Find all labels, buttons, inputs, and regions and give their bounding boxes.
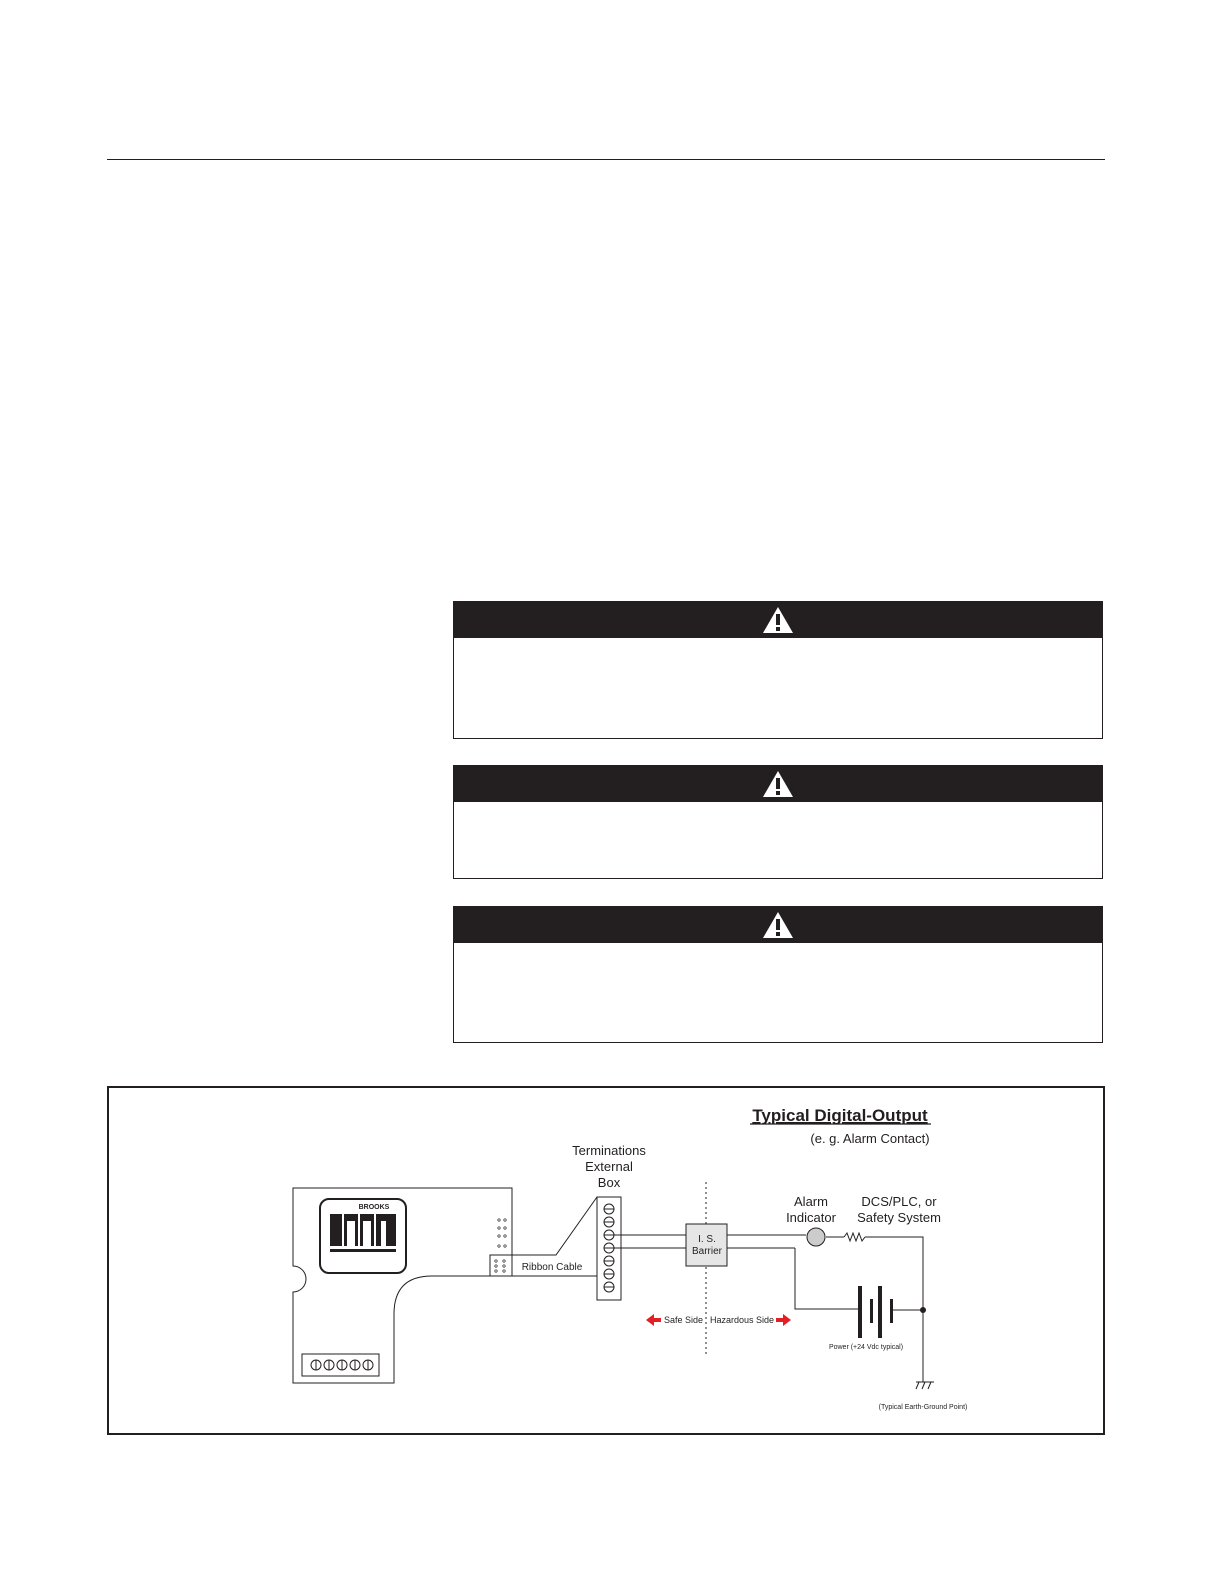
warning-box-2 (453, 765, 1103, 879)
warning-box-3 (453, 906, 1103, 1043)
alarm-indicator-lamp-icon (807, 1228, 825, 1246)
hazardous-side-arrow-icon (776, 1314, 791, 1326)
safe-side-label: Safe Side (664, 1315, 704, 1325)
warning-triangle-icon (762, 911, 794, 939)
is-barrier (686, 1224, 727, 1266)
dcs-plc-label-2: Safety System (857, 1210, 941, 1225)
ground-label: (Typical Earth-Ground Point) (878, 1404, 968, 1411)
terminations-label-1: Terminations (572, 1143, 646, 1158)
ribbon-cable-label: Ribbon Cable (521, 1262, 583, 1273)
battery-power-icon (858, 1286, 893, 1338)
terminations-label-2: External (585, 1159, 633, 1174)
warning-triangle-icon (762, 606, 794, 634)
is-barrier-label-1: I. S. (698, 1234, 716, 1245)
field-wiring (614, 1233, 923, 1382)
wiring-diagram-figure (107, 1086, 1105, 1435)
safe-side-arrow-icon (646, 1314, 661, 1326)
warning-header-bar (454, 907, 1102, 943)
power-label: Power (+24 Vdc typical) (828, 1344, 904, 1351)
earth-ground-icon (916, 1382, 934, 1389)
dcs-plc-label-1: DCS/PLC, or (861, 1194, 937, 1209)
hazardous-side-label: Hazardous Side (710, 1315, 775, 1325)
board-pin-dots (498, 1219, 506, 1247)
alarm-indicator-label-1: Alarm (794, 1194, 828, 1209)
header-rule (107, 159, 1105, 160)
is-barrier-label-2: Barrier (691, 1246, 723, 1257)
diagram-title: Typical Digital-Output (752, 1106, 928, 1125)
warning-box-1 (453, 601, 1103, 739)
diagram-subtitle: (e. g. Alarm Contact) (810, 1131, 930, 1146)
junction-node (920, 1307, 926, 1313)
terminations-label-3: Box (597, 1175, 621, 1190)
wiring-diagram (109, 1088, 1103, 1433)
ribbon-connector (490, 1255, 512, 1276)
warning-header-bar (454, 766, 1102, 802)
smart-logo (320, 1199, 406, 1273)
alarm-indicator-label-2: Indicator (786, 1210, 836, 1225)
logo-brand-text: BROOKS (358, 1204, 390, 1211)
warning-triangle-icon (762, 770, 794, 798)
warning-header-bar (454, 602, 1102, 638)
board-terminal-strip (302, 1354, 379, 1376)
